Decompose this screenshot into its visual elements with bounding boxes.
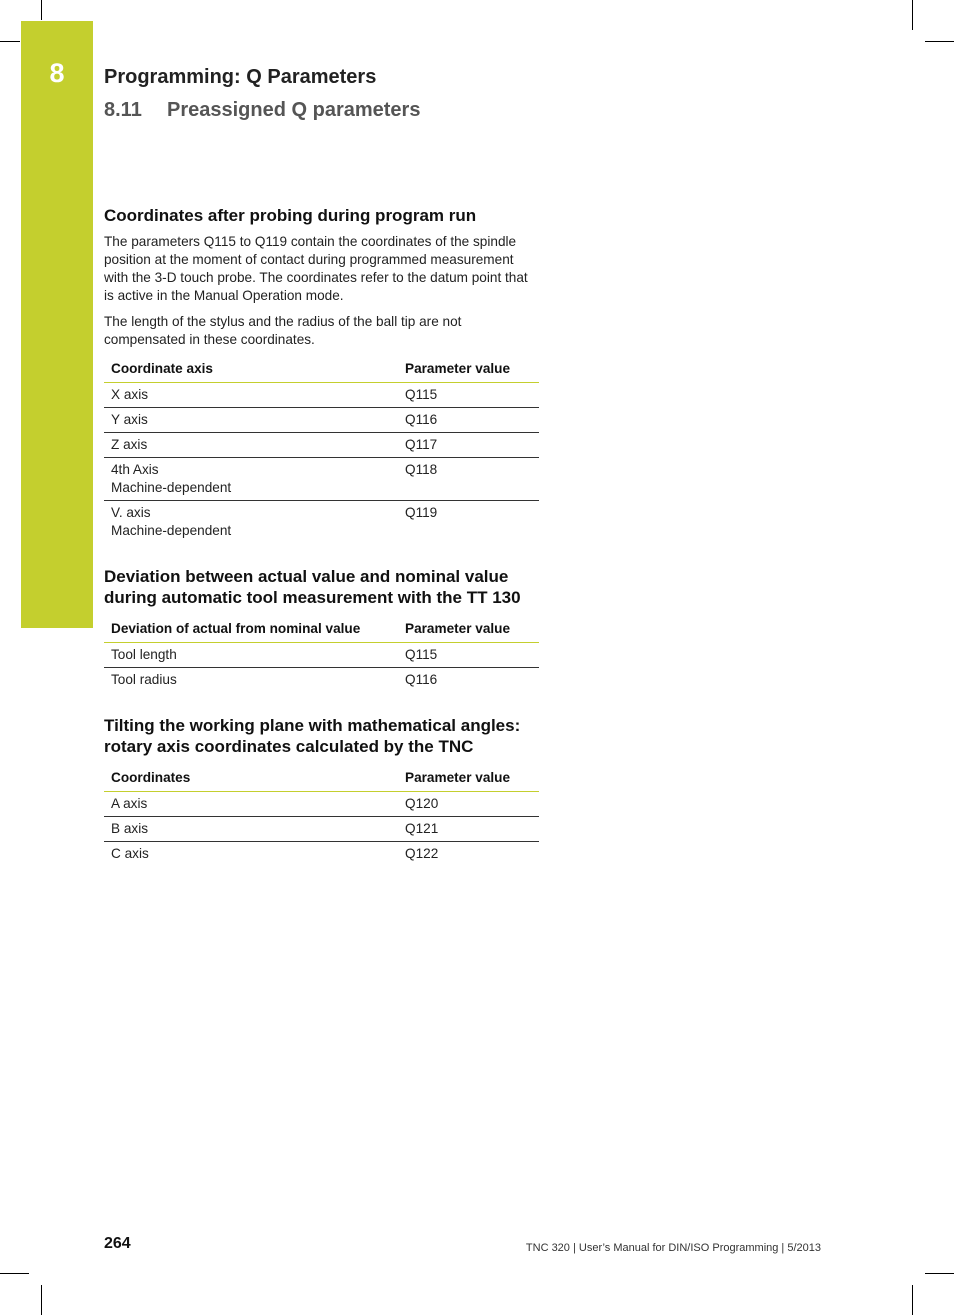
table-row xyxy=(104,458,539,501)
crop-mark xyxy=(925,1273,954,1274)
heading-line: Deviation between actual value and nominal value xyxy=(104,567,509,586)
chapter-tab xyxy=(21,21,93,628)
table-row xyxy=(104,408,539,433)
table-cell: X axis xyxy=(104,383,398,408)
table-row xyxy=(104,817,539,842)
table-header-row xyxy=(104,615,539,643)
column-header: Coordinate axis xyxy=(104,355,398,383)
section-title: Preassigned Q parameters xyxy=(167,99,421,121)
table-row xyxy=(104,842,539,867)
heading-line: during automatic tool measurement with the TT 130 xyxy=(104,588,521,607)
paragraph: The length of the stylus and the radius of the ball tip are not compensated in these coordinates. xyxy=(104,314,462,347)
table-cell: Q115 xyxy=(398,643,539,668)
table-cell xyxy=(104,458,398,501)
crop-mark xyxy=(912,0,913,30)
table-cell: Q121 xyxy=(398,817,539,842)
chapter-title: Programming: Q Parameters xyxy=(104,66,377,88)
table-row xyxy=(104,792,539,817)
table-row xyxy=(104,383,539,408)
table-cell: Q116 xyxy=(405,672,438,687)
table-cell: C axis xyxy=(111,846,149,861)
column-header: Parameter value xyxy=(398,615,539,643)
column-header: Parameter value xyxy=(398,764,539,792)
cell-line: V. axis xyxy=(111,505,151,520)
table-cell: Q118 xyxy=(398,458,539,501)
rotary-axis-table xyxy=(104,764,539,866)
column-header: Deviation of actual from nominal value xyxy=(104,615,398,643)
heading-probing-coordinates: Coordinates after probing during program run xyxy=(104,206,477,225)
table-cell: Q117 xyxy=(398,433,539,458)
table-cell xyxy=(104,501,398,544)
footer-text: TNC 320 | User’s Manual for DIN/ISO Programming | 5/2013 xyxy=(525,1242,821,1254)
paragraph: The parameters Q115 to Q119 contain the coordinates of the spindle position at the moment of contact during programmed measurement with the 3-D touch probe. The coordinates refer to the datum point that is active in the Manual Operation mode. xyxy=(104,234,528,303)
cell-line: Machine-dependent xyxy=(111,480,232,495)
crop-mark xyxy=(41,0,42,20)
crop-mark xyxy=(912,1285,913,1315)
table-cell: Q122 xyxy=(405,846,439,861)
section-number: 8.11 xyxy=(104,99,142,121)
table-header-row xyxy=(104,355,539,383)
table-cell: Tool length xyxy=(104,643,398,668)
heading-line: rotary axis coordinates calculated by the TNC xyxy=(104,737,474,756)
cell-line: Machine-dependent xyxy=(111,523,232,538)
table-row xyxy=(104,643,539,668)
table-cell: B axis xyxy=(104,817,398,842)
heading-line: Tilting the working plane with mathematical angles: xyxy=(104,716,521,735)
table-cell: Q120 xyxy=(398,792,539,817)
coordinate-axis-table xyxy=(104,355,539,543)
cell-line: 4th Axis xyxy=(111,462,159,477)
page-number: 264 xyxy=(104,1235,131,1252)
table-row xyxy=(104,668,539,693)
heading-tool-measurement xyxy=(104,566,540,608)
table-cell: Z axis xyxy=(104,433,398,458)
crop-mark xyxy=(41,1285,42,1315)
crop-mark xyxy=(0,1273,29,1274)
table-cell: Y axis xyxy=(104,408,398,433)
crop-mark xyxy=(0,41,20,42)
column-header: Coordinates xyxy=(104,764,398,792)
crop-mark xyxy=(925,41,954,42)
deviation-table xyxy=(104,615,539,692)
table-row xyxy=(104,501,539,544)
table-header-row xyxy=(104,764,539,792)
table-cell: Tool radius xyxy=(111,672,177,687)
chapter-number: 8 xyxy=(49,58,65,88)
table-cell: Q115 xyxy=(398,383,539,408)
table-cell: A axis xyxy=(104,792,398,817)
table-cell: Q116 xyxy=(398,408,539,433)
table-cell: Q119 xyxy=(405,505,438,520)
page-content xyxy=(104,205,540,866)
heading-tilting-plane xyxy=(104,715,540,757)
column-header: Parameter value xyxy=(398,355,539,383)
table-row xyxy=(104,433,539,458)
